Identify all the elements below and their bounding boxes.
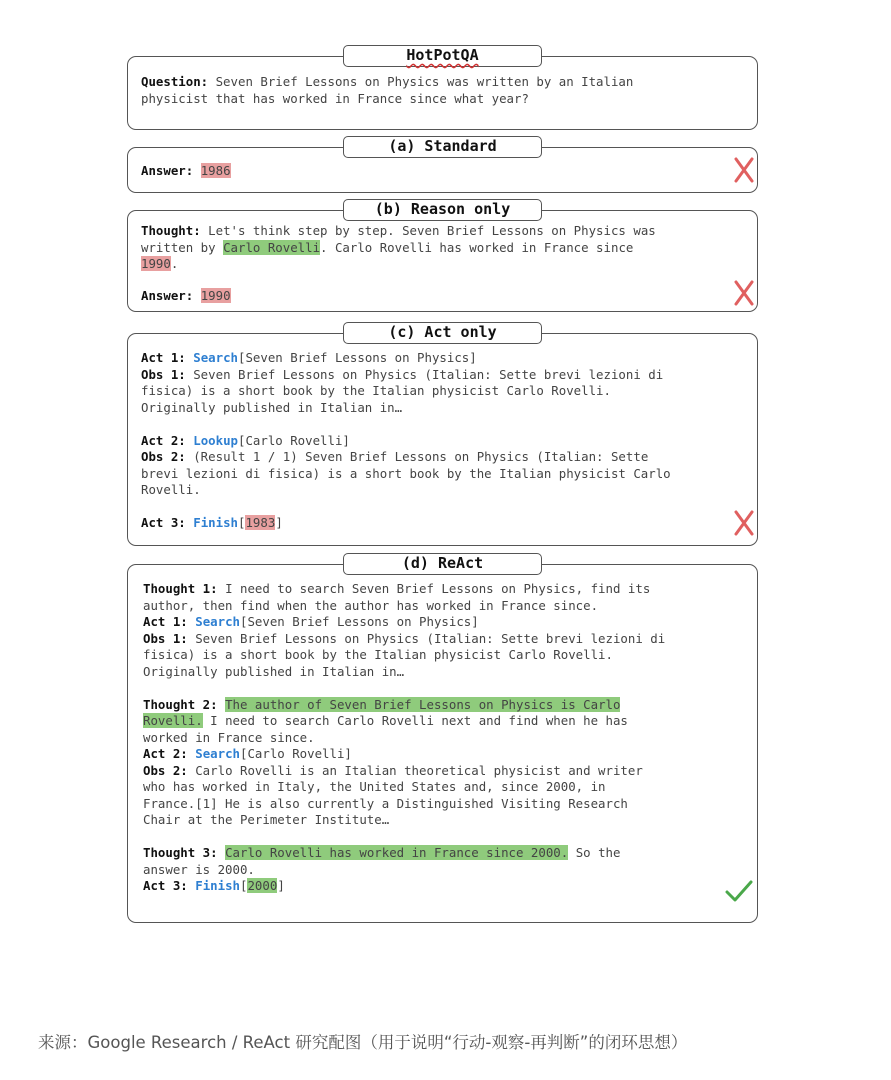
question-box: [127, 56, 758, 130]
act-only-steps: Act 1: Search[Seven Brief Lessons on Physics] Obs 1: Seven Brief Lessons on Physics (Italian: Sette brevi lezioni di fisica) is a short book by the Italian physicist Carlo Rovelli. Originally published in Italian in… Act 2: Lookup[Carlo Rovelli] Obs 2: (Result 1 / 1) Seven Brief Lessons on Physics (Italian: Sette brevi lezioni di fisica) is a short book by the Italian physicist Carlo Rovelli. Act 3: Finish[1983]: [141, 350, 671, 530]
x-mark-icon: [733, 280, 755, 306]
act-only-tab: (c) Act only: [343, 322, 542, 344]
hotpotqa-title-tab: [343, 45, 542, 67]
x-mark-icon: [733, 157, 755, 183]
check-mark-icon: [724, 878, 754, 904]
reason-only-tab: (b) Reason only: [343, 199, 542, 221]
reason-only-answer: Answer: 1990: [141, 288, 231, 303]
x-mark-icon: [733, 510, 755, 536]
act-only-box: [127, 333, 758, 546]
reason-only-box: [127, 210, 758, 312]
react-steps: Thought 1: I need to search Seven Brief Lessons on Physics, find its author, then find when the author has worked in France since. Act 1: Search[Seven Brief Lessons on Physics] Obs 1: Seven Brief Lessons on Physics (Italian: Sette brevi lezioni di fisica) is a short book by the Italian physicist Carlo Rovelli. Originally published in Italian in… Thought 2: The author of Seven Brief Lessons on Physics is Carlo Rovelli. I need to search Carlo Rovelli next and find when he has worked in France since. Act 2: Search[Carlo Rovelli] Obs 2: Carlo Rovelli is an Italian theoretical physicist and writer who has worked in Italy, the United States and, since 2000, in France.[1] He is also currently a Distinguished Visiting Research Chair at the Perimeter Institute… Thought 3: Carlo Rovelli has worked in France since 2000. So the answer is 2000. Act 3: Finish[2000]: [143, 581, 666, 893]
standard-answer-value: 1986: [200, 163, 231, 178]
standard-tab: (a) Standard: [343, 136, 542, 158]
hotpotqa-title: HotPotQA: [406, 46, 479, 64]
standard-answer: Answer: 1986: [141, 163, 231, 178]
question-text: Question: Seven Brief Lessons on Physics was written by an Italian physicist that has worked in France since what year?: [141, 74, 634, 106]
source-caption: 来源：Google Research / ReAct 研究配图（用于说明“行动-观察-再判断”的闭环思想）: [38, 1033, 688, 1052]
react-box: [127, 564, 758, 923]
reason-only-thought: Thought: Let's think step by step. Seven Brief Lessons on Physics was written by Carlo Rovelli. Carlo Rovelli has worked in France since 1990.: [141, 223, 656, 271]
react-tab: (d) ReAct: [343, 553, 542, 575]
